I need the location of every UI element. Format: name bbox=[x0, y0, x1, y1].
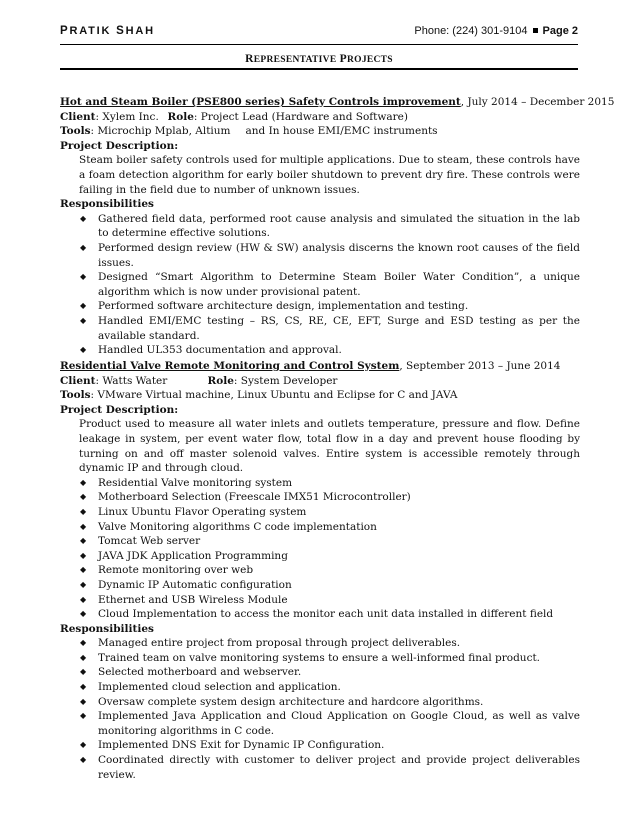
section-title bbox=[60, 52, 578, 68]
list-item: ◆ Oversaw complete system design architecture and hardcore algorithms. bbox=[60, 695, 580, 710]
responsibilities-list bbox=[60, 636, 580, 782]
list-item: ◆ Performed software architecture design, implementation and testing. bbox=[60, 299, 580, 314]
role-value: : Project Lead (Hardware and Software) bbox=[193, 110, 408, 123]
tools-line bbox=[60, 124, 580, 139]
project-title: Residential Valve Remote Monitoring and Control System bbox=[60, 360, 400, 372]
list-item: ◆ Ethernet and USB Wireless Module bbox=[60, 593, 580, 608]
client-role-line bbox=[60, 374, 580, 389]
project-dates: , July 2014 – December 2015 bbox=[460, 96, 615, 108]
tools-value-a: : Microchip Mplab, Altium bbox=[90, 125, 231, 138]
tools-value-b: and In house EMI/EMC instruments bbox=[245, 125, 438, 138]
name-last-initial: S bbox=[116, 25, 126, 37]
tools-value: : VMware Virtual machine, Linux Ubuntu and Eclipse for C and JAVA bbox=[90, 389, 458, 402]
project-description: Product used to measure all water inlets and outlets temperature, pressure and flow. Define leakage in system, per event water flow, total flow in a day and prevent house flooding by turning on and off master solenoid valves. Entire system is accessible remotely through dynamic IP and through cloud. bbox=[79, 418, 580, 475]
list-item: ◆ Gathered field data, performed root cause analysis and simulated the situation in the lab to determine effective solutions. bbox=[60, 212, 580, 241]
project-heading bbox=[60, 95, 615, 110]
project-title: Hot and Steam Boiler (PSE800 series) Safety Controls improvement bbox=[60, 96, 461, 108]
list-item: ◆ Residential Valve monitoring system bbox=[60, 476, 580, 491]
tools-line bbox=[60, 388, 580, 403]
tools-label: Tools bbox=[60, 125, 91, 138]
project-valve-monitoring bbox=[60, 359, 580, 782]
client-role-line bbox=[60, 110, 580, 125]
list-item: ◆ Dynamic IP Automatic configuration bbox=[60, 578, 580, 593]
header-contact bbox=[414, 24, 578, 39]
list-item: ◆ Handled UL353 documentation and approval. bbox=[60, 343, 580, 358]
header-divider bbox=[60, 44, 578, 45]
project-dates: , September 2013 – June 2014 bbox=[399, 360, 561, 372]
list-item: ◆ Implemented Java Application and Cloud Application on Google Cloud, as well as valve monitoring algorithms in C code. bbox=[60, 709, 580, 738]
page-number: Page 2 bbox=[542, 25, 578, 37]
section-title-cap1: R bbox=[245, 53, 254, 65]
role-label: Role bbox=[167, 110, 194, 123]
features-list bbox=[60, 476, 580, 622]
phone-number: Phone: (224) 301-9104 bbox=[414, 25, 528, 37]
name-first-initial: P bbox=[60, 25, 70, 37]
section-divider bbox=[60, 68, 578, 70]
list-item: ◆ Performed design review (HW & SW) analysis discerns the known root causes of the field issues. bbox=[60, 241, 580, 270]
list-item: ◆ Selected motherboard and webserver. bbox=[60, 665, 580, 680]
name-last-rest: HAH bbox=[125, 25, 155, 37]
list-item: ◆ Remote monitoring over web bbox=[60, 563, 580, 578]
list-item: ◆ Handled EMI/EMC testing – RS, CS, RE, CE, EFT, Surge and ESD testing as per the available standard. bbox=[60, 314, 580, 343]
description-label: Project Description: bbox=[60, 403, 179, 416]
description-label: Project Description: bbox=[60, 139, 179, 152]
project-boiler-safety bbox=[60, 95, 615, 358]
list-item: ◆ Designed “Smart Algorithm to Determine Steam Boiler Water Condition”, a unique algorithm which is now under provisional patent. bbox=[60, 270, 580, 299]
list-item: ◆ JAVA JDK Application Programming bbox=[60, 549, 580, 564]
client-label: Client bbox=[60, 110, 96, 123]
client-value: : Xylem Inc. bbox=[95, 110, 159, 123]
tools-label: Tools bbox=[60, 389, 91, 402]
name-first-rest: RATIK bbox=[69, 25, 112, 37]
responsibilities-label: Responsibilities bbox=[60, 622, 154, 635]
section-title-cap2: P bbox=[339, 53, 347, 65]
section-title-rest1: EPRESENTATIVE bbox=[253, 55, 337, 65]
list-item: ◆ Trained team on valve monitoring systems to ensure a well-informed final product. bbox=[60, 651, 580, 666]
list-item: ◆ Tomcat Web server bbox=[60, 534, 580, 549]
project-heading bbox=[60, 359, 580, 374]
role-label: Role bbox=[207, 374, 234, 387]
project-description: Steam boiler safety controls used for multiple applications. Due to steam, these controls have a foam detection algorithm for early boiler shutdown to prevent dry fire. These controls were failing in the field due to number of unknown issues. bbox=[79, 154, 580, 196]
candidate-name bbox=[60, 24, 155, 39]
list-item: ◆ Linux Ubuntu Flavor Operating system bbox=[60, 505, 580, 520]
list-item: ◆ Implemented DNS Exit for Dynamic IP Configuration. bbox=[60, 738, 580, 753]
role-value: : System Developer bbox=[233, 374, 338, 387]
page-header bbox=[60, 24, 578, 40]
responsibilities-list bbox=[60, 212, 580, 358]
list-item: ◆ Managed entire project from proposal through project deliverables. bbox=[60, 636, 580, 651]
list-item: ◆ Coordinated directly with customer to deliver project and provide project deliverables review. bbox=[60, 753, 580, 782]
list-item: ◆ Implemented cloud selection and application. bbox=[60, 680, 580, 695]
list-item: ◆ Motherboard Selection (Freescale IMX51 Microcontroller) bbox=[60, 490, 580, 505]
client-value: : Watts Water bbox=[95, 374, 168, 387]
responsibilities-label: Responsibilities bbox=[60, 198, 154, 211]
client-label: Client bbox=[60, 374, 96, 387]
list-item: ◆ Cloud Implementation to access the monitor each unit data installed in different field bbox=[60, 607, 580, 622]
section-title-rest2: ROJECTS bbox=[346, 55, 393, 65]
list-item: ◆ Valve Monitoring algorithms C code implementation bbox=[60, 520, 580, 535]
square-bullet-icon bbox=[533, 28, 538, 33]
